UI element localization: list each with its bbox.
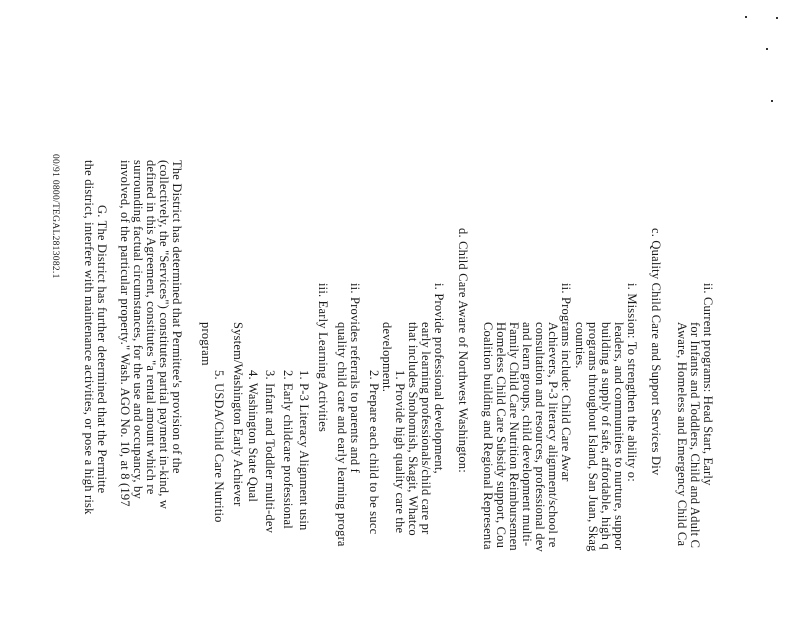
doc-line: i. Provide professional development, xyxy=(432,283,446,474)
doc-line: 4. Washington State Qual xyxy=(246,370,260,503)
doc-line: Family Child Care Nutrition Reimbursemen xyxy=(507,322,521,551)
doc-line: development. xyxy=(380,322,394,393)
footer-doc-id: 00/91 0800/TEGAL2813082.1 xyxy=(50,154,60,279)
doc-line: d. Child Care Aware of Northwest Washington: xyxy=(456,228,470,473)
doc-line: ii. Current programs: Head Start, Early xyxy=(701,283,715,486)
scan-speck xyxy=(776,17,778,19)
scan-speck xyxy=(766,48,768,50)
doc-line: 3. Infant and Toddler multi-dev xyxy=(263,370,277,534)
scan-speck xyxy=(745,16,747,18)
doc-line: 5. USDA/Child Care Nutritio xyxy=(212,370,226,523)
doc-line: programs throughout Island, San Juan, Skag xyxy=(586,322,600,552)
doc-line: c. Quality Child Care and Support Services Div xyxy=(649,228,663,476)
doc-line: counties. xyxy=(573,322,587,369)
doc-line: G. The District has further determined that the Permitte xyxy=(95,205,109,494)
doc-line: 1. Provide high quality care the xyxy=(393,370,407,534)
doc-line: Homeless Child Care Subsidy support, Cou xyxy=(494,322,508,549)
doc-line: building a supply of safe, affordable, high q xyxy=(599,322,613,550)
doc-line: Aware, Homeless and Emergency Child Ca xyxy=(675,322,689,547)
doc-line: program xyxy=(199,322,213,366)
doc-line: i. Mission: To strengthen the ability o: xyxy=(625,283,639,482)
doc-line: Coalition building and Regional Representa xyxy=(481,322,495,550)
doc-line: the district, interfere with maintenance activities, or pose a high risk xyxy=(82,160,96,515)
doc-line: 2. Early childcare professional xyxy=(281,370,295,529)
doc-line: defined in this Agreement, constitutes "a rental amount which re xyxy=(144,160,158,495)
doc-line: leaders, and communities to nurture, suppor xyxy=(612,322,626,551)
doc-line: The District has determined that Permittee's provision of the xyxy=(170,160,184,474)
doc-line: that includes Snohomish, Skagit, Whatco xyxy=(406,322,420,536)
doc-line: consultation and resources, professional dev xyxy=(533,322,547,552)
doc-line: (collectively, the "Services") constitutes partial payment in-kind, w xyxy=(157,160,171,510)
doc-line: involved, of the particular property." Wash. AGO No. 10, at 8 (197 xyxy=(118,160,132,507)
doc-line: for Infants and Toddlers, Child and Adult C xyxy=(688,322,702,549)
doc-line: early learning professionals/child care pr xyxy=(419,322,433,535)
scan-speck xyxy=(771,100,773,102)
doc-line: System/Washington Early Achiever xyxy=(231,322,245,507)
doc-line: iii. Early Learning Activities xyxy=(316,283,330,433)
doc-line: and learn groups, child development multi- xyxy=(520,322,534,547)
doc-line: 1. P-3 Literacy Alignment usin xyxy=(297,370,311,531)
doc-line: surrounding factual circumstances, for the use and occupancy, by xyxy=(131,160,145,499)
doc-line: 2. Prepare each child to be succ xyxy=(367,370,381,535)
doc-line: Achievers, P-3 literacy alignment/school re xyxy=(546,322,560,548)
doc-line: ii. Provides referrals to parents and f xyxy=(348,283,362,474)
doc-line: quality child care and early learning progra xyxy=(335,322,349,547)
doc-line: ii. Programs include: Child Care Awar xyxy=(559,283,573,482)
